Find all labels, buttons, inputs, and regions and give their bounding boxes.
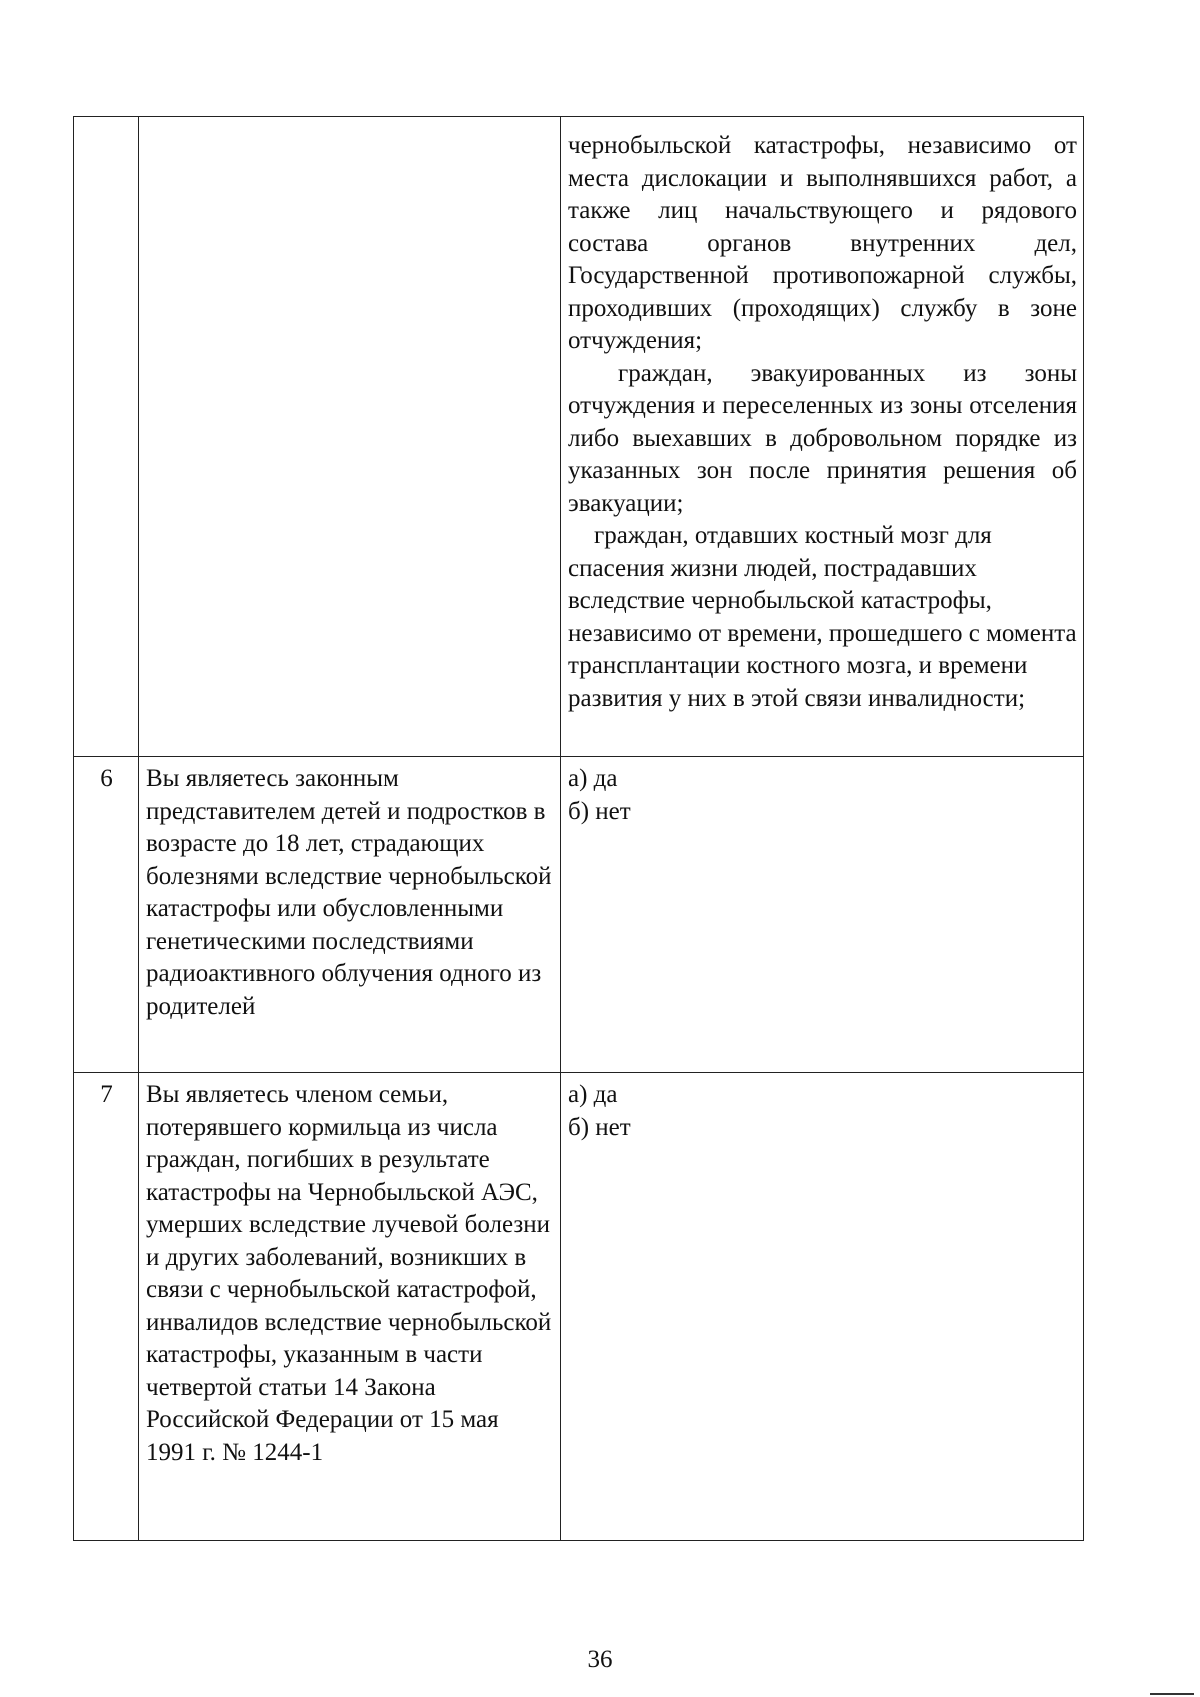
question-text xyxy=(139,117,561,757)
option-no: б) нет xyxy=(568,797,631,825)
page-number: 36 xyxy=(587,1646,613,1673)
questionnaire-table xyxy=(73,116,1084,1541)
answer-paragraph: чернобыльской катастрофы, независимо от места дислокации и выполнявшихся работ, а также лиц начальствующего и рядового состава органов внутренних дел, Государственной противопожарной службы, проходивших (проходящих) службу в зоне отчуждения; xyxy=(568,132,1077,354)
answer-continuation xyxy=(561,117,1084,757)
row-number xyxy=(74,117,139,757)
table-row-6 xyxy=(74,757,1084,1073)
row-number: 6 xyxy=(74,757,139,1073)
scan-artifact xyxy=(1150,1693,1194,1695)
row-number: 7 xyxy=(74,1073,139,1541)
table-row-continuation xyxy=(74,117,1084,757)
option-yes: а) да xyxy=(568,1081,618,1108)
option-no: б) нет xyxy=(568,1113,631,1141)
option-yes: а) да xyxy=(568,765,618,792)
answer-options xyxy=(561,1073,1084,1541)
answer-options xyxy=(561,757,1084,1073)
table-row-7 xyxy=(74,1073,1084,1541)
question-text: Вы являетесь членом семьи, потерявшего кормильца из числа граждан, погибших в результате катастрофы на Чернобыльской АЭС, умерших вследствие лучевой болезни и других заболеваний, возникших в связи с чернобыльской катастрофой, инвалидов вследствие чернобыльской катастрофы, указанным в части четвертой статьи 14 Закона Российской Федерации от 15 мая 1991 г. № 1244-1 xyxy=(139,1073,561,1541)
question-text: Вы являетесь законным представителем детей и подростков в возрасте до 18 лет, страдающих болезнями вследствие чернобыльской катастрофы или обусловленными генетическими последствиями радиоактивного облучения одного из родителей xyxy=(139,757,561,1073)
answer-paragraph: граждан, эвакуированных из зоны отчуждения и переселенных из зоны отселения либо выехавших в добровольном порядке из указанных зон после принятия решения об эвакуации; xyxy=(568,359,1077,517)
answer-paragraph: граждан, отдавших костный мозг для спасения жизни людей, пострадавших вследствие чернобыльской катастрофы, независимо от времени, прошедшего с момента трансплантации костного мозга, и времени развития у них в этой связи инвалидности; xyxy=(568,522,1077,712)
